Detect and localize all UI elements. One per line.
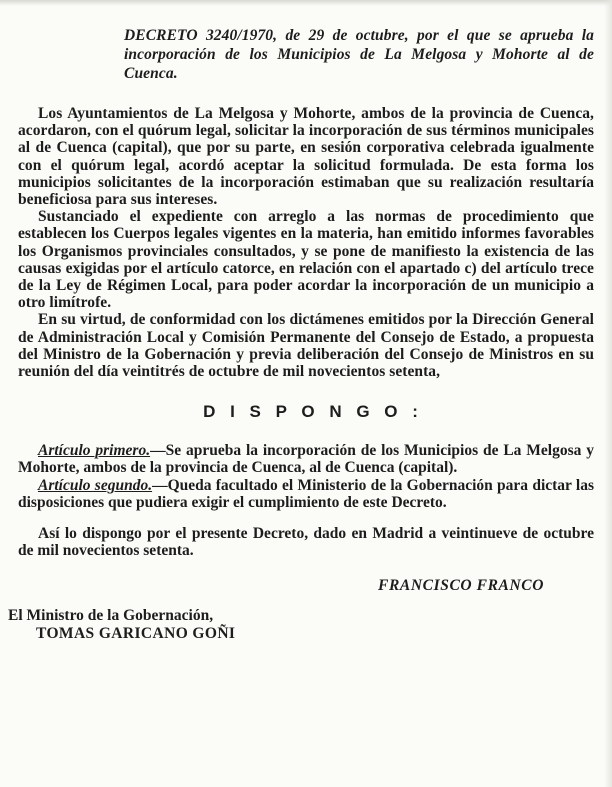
minister-name: TOMAS GARICANO GOÑI: [36, 624, 236, 642]
signatory-name: FRANCISCO FRANCO: [378, 577, 544, 595]
paragraph-preamble-1: Los Ayuntamientos de La Melgosa y Mohorte, ambos de la provincia de Cuenca, acordaron, con el quórum legal, solicitar la incorporación de sus términos municipales al de Cuenca (capital), que por su parte, en sesión corporativa celebrada igualmente con el quórum legal, acordó aceptar la solicitud formulada. De esta forma los municipios solicitantes de la incorporación estimaban que su realización resultaría beneficiosa para sus intereses.: [18, 105, 594, 209]
closing-paragraph: Así lo dispongo por el presente Decreto, dado en Madrid a veintinueve de octubre de mil novecientos setenta.: [18, 525, 594, 560]
decree-heading: DECRETO 3240/1970, de 29 de octubre, por el que se aprueba la incorporación de los Municipios de La Melgosa y Mohorte al de Cuenca.: [124, 27, 594, 82]
minister-signature: [8, 607, 594, 641]
paragraph-preamble-2: Sustanciado el expediente con arreglo a las normas de procedimiento que establecen los Cuerpos legales vigentes en la materia, han emitido informes favorables los Organismos provinciales consultados, y se pone de manifiesto la existencia de las causas exigidas por el artículo catorce, en relación con el apartado c) del artículo trece de la Ley de Régimen Local, para poder acordar la incorporación de un municipio a otro limítrofe.: [18, 208, 594, 312]
article-first-text: —Se aprueba la incorporación de los Municipios de La Melgosa y Mohorte, ambos de la provincia de Cuenca, al de Cuenca (capital).: [18, 442, 594, 477]
dispongo-heading: D I S P O N G O :: [203, 402, 423, 422]
article-second-text: —Queda facultado el Ministerio de la Gobernación para dictar las disposiciones que pudiera exigir el cumplimiento de este Decreto.: [18, 476, 594, 511]
article-first-label: Artículo primero.: [38, 442, 151, 460]
article-second: [18, 477, 594, 511]
article-first: [18, 442, 594, 476]
minister-title: El Ministro de la Gobernación,: [8, 607, 214, 625]
decree-body: [8, 105, 594, 642]
decree-page: [0, 26, 612, 642]
scan-shadow-top: [0, 0, 612, 6]
article-second-label: Artículo segundo.: [38, 476, 153, 494]
paragraph-preamble-3: En su virtud, de conformidad con los dictámenes emitidos por la Dirección General de Administración Local y Comisión Permanente del Consejo de Estado, a propuesta del Ministro de la Gobernación y previa deliberación del Consejo de Ministros en su reunión del día veintitrés de octubre de mil novecientos setenta,: [18, 311, 594, 381]
